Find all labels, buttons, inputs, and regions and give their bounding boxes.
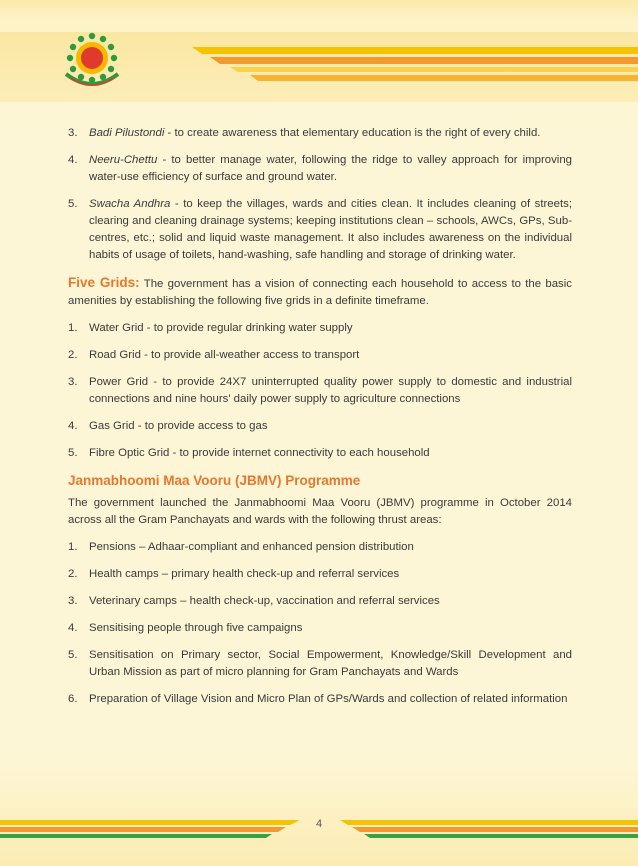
item-number: 3. bbox=[68, 127, 78, 139]
item-term: Swacha Andhra bbox=[89, 198, 171, 210]
five-grids-intro-text: The government has a vision of connecting each household to access to the basic amenities by establishing the following five grids in a definite timeframe. bbox=[68, 278, 572, 307]
list-item bbox=[68, 593, 572, 610]
list-item bbox=[68, 647, 572, 681]
list-item bbox=[68, 320, 572, 337]
item-text: Sensitising people through five campaigns bbox=[89, 622, 303, 634]
item-text: Road Grid - to provide all-weather access to transport bbox=[89, 349, 360, 361]
item-number: 1. bbox=[68, 322, 78, 334]
item-text: - to better manage water, following the ridge to valley approach for improving water-use efficiency of surface and ground water. bbox=[89, 154, 572, 183]
header-stripes bbox=[180, 45, 638, 85]
list-item bbox=[68, 620, 572, 637]
five-grids-intro bbox=[68, 274, 572, 310]
item-number: 3. bbox=[68, 376, 78, 388]
item-text: Fibre Optic Grid - to provide internet connectivity to each household bbox=[89, 447, 430, 459]
item-text: Veterinary camps – health check-up, vaccination and referral services bbox=[89, 595, 440, 607]
page-number: 4 bbox=[315, 818, 323, 830]
item-term: Badi Pilustondi bbox=[89, 127, 165, 139]
item-text: Water Grid - to provide regular drinking water supply bbox=[89, 322, 353, 334]
item-number: 6. bbox=[68, 693, 78, 705]
item-text: Power Grid - to provide 24X7 uninterrupted quality power supply to domestic and industrial connections and nine hours' daily power supply to agriculture connections bbox=[89, 376, 572, 405]
item-number: 5. bbox=[68, 198, 78, 210]
five-grids-heading: Five Grids: bbox=[68, 275, 140, 290]
item-text: - to keep the villages, wards and cities clean. It includes cleaning of streets; clearing and cleaning drainage systems; keeping institutions clean – schools, AWCs, GPs, Sub-centres, etc.; solid and liquid waste management. It also includes awareness on the individual habits of usage of toilets, hand-washing, safe handling and storage of drinking water. bbox=[89, 198, 573, 261]
list-item bbox=[68, 566, 572, 583]
item-text: Pensions – Adhaar-compliant and enhanced pension distribution bbox=[89, 541, 414, 553]
item-number: 5. bbox=[68, 447, 78, 459]
item-text: Preparation of Village Vision and Micro Plan of GPs/Wards and collection of related information bbox=[89, 693, 568, 705]
list-item bbox=[68, 347, 572, 364]
jbmv-heading: Janmabhoomi Maa Vooru (JBMV) Programme bbox=[68, 473, 361, 488]
list-item bbox=[68, 445, 572, 462]
list-item bbox=[68, 418, 572, 435]
item-number: 5. bbox=[68, 649, 78, 661]
item-number: 4. bbox=[68, 622, 78, 634]
jbmv-intro: The government launched the Janmabhoomi Maa Vooru (JBMV) programme in October 2014 across all the Gram Panchayats and wards with the following thrust areas: bbox=[68, 497, 572, 526]
document-body bbox=[68, 125, 572, 718]
item-number: 3. bbox=[68, 595, 78, 607]
list-item bbox=[68, 152, 572, 186]
item-number: 4. bbox=[68, 154, 78, 166]
item-text: Health camps – primary health check-up and referral services bbox=[89, 568, 400, 580]
item-number: 4. bbox=[68, 420, 78, 432]
item-text: Gas Grid - to provide access to gas bbox=[89, 420, 268, 432]
item-text: - to create awareness that elementary education is the right of every child. bbox=[164, 127, 541, 139]
list-item bbox=[68, 374, 572, 408]
sunrise-andhra-logo bbox=[60, 28, 124, 92]
item-number: 2. bbox=[68, 568, 78, 580]
list-item bbox=[68, 125, 572, 142]
item-number: 1. bbox=[68, 541, 78, 553]
list-item bbox=[68, 196, 572, 264]
list-item bbox=[68, 691, 572, 708]
item-number: 2. bbox=[68, 349, 78, 361]
list-item bbox=[68, 539, 572, 556]
item-text: Sensitisation on Primary sector, Social Empowerment, Knowledge/Skill Development and Urban Mission as part of micro planning for Gram Panchayats and Wards bbox=[89, 649, 572, 678]
item-term: Neeru-Chettu bbox=[89, 154, 158, 166]
